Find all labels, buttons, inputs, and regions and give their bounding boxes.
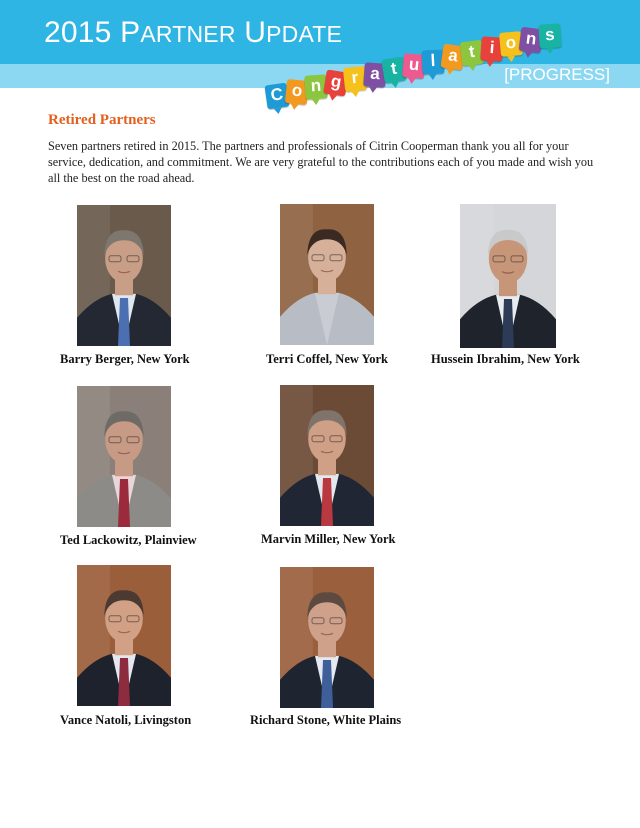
banner-letter: r — [343, 66, 367, 92]
portrait-graphic — [77, 565, 171, 706]
section-heading: Retired Partners — [48, 112, 156, 128]
partner-caption: Hussein Ibrahim, New York — [431, 352, 580, 366]
congratulations-banner — [262, 16, 572, 116]
banner-letter: a — [440, 44, 465, 71]
partner-caption: Barry Berger, New York — [60, 352, 190, 366]
banner-letter: C — [264, 83, 289, 110]
banner-letter: u — [401, 53, 425, 79]
portrait-graphic — [460, 204, 556, 348]
banner-letter: g — [323, 70, 348, 97]
title-word-1-rest: ARTNER — [140, 21, 236, 47]
partner-caption: Marvin Miller, New York — [261, 532, 396, 546]
title-year: 2015 — [44, 16, 112, 49]
banner-letter: a — [363, 62, 387, 87]
banner-letter: s — [538, 23, 562, 48]
partner-photo — [280, 204, 374, 345]
partner-photo — [77, 386, 171, 527]
partner-caption: Vance Natoli, Livingston — [60, 713, 192, 727]
partner-caption: Ted Lackowitz, Plainview — [60, 533, 197, 547]
portrait-graphic — [280, 385, 374, 526]
partner-photo — [460, 204, 556, 348]
banner-letter: n — [304, 75, 328, 100]
banner-letter: o — [499, 31, 523, 57]
banner-letter: l — [421, 49, 444, 74]
banner-letter: i — [480, 36, 504, 61]
title-word-1-initial: P — [120, 16, 141, 49]
partner-photo — [280, 567, 374, 708]
title-word-1 — [120, 16, 236, 49]
partner-photo — [77, 205, 171, 346]
banner-letter: o — [284, 79, 308, 105]
page-header — [0, 0, 640, 105]
banner-letter: t — [381, 57, 406, 84]
intro-paragraph: Seven partners retired in 2015. The partners and professionals of Citrin Cooperman thank you all for your service, dedication, and commitment. We are very grateful to the contributions each of you made and wish you all the best on the road ahead. — [48, 139, 594, 185]
partner-caption: Richard Stone, White Plains — [250, 713, 402, 727]
title-word-2-initial: U — [244, 16, 267, 49]
title-word-2-rest: PDATE — [266, 21, 343, 47]
partner-caption: Terri Coffel, New York — [266, 352, 388, 366]
portrait-graphic — [280, 567, 374, 708]
banner-letter: t — [460, 40, 485, 67]
partner-photo — [77, 565, 171, 706]
portrait-graphic — [77, 205, 171, 346]
portrait-graphic — [280, 204, 374, 345]
portrait-graphic — [77, 386, 171, 527]
progress-label: [PROGRESS] — [504, 65, 610, 84]
banner-letter: n — [518, 27, 543, 54]
partner-photo — [280, 385, 374, 526]
